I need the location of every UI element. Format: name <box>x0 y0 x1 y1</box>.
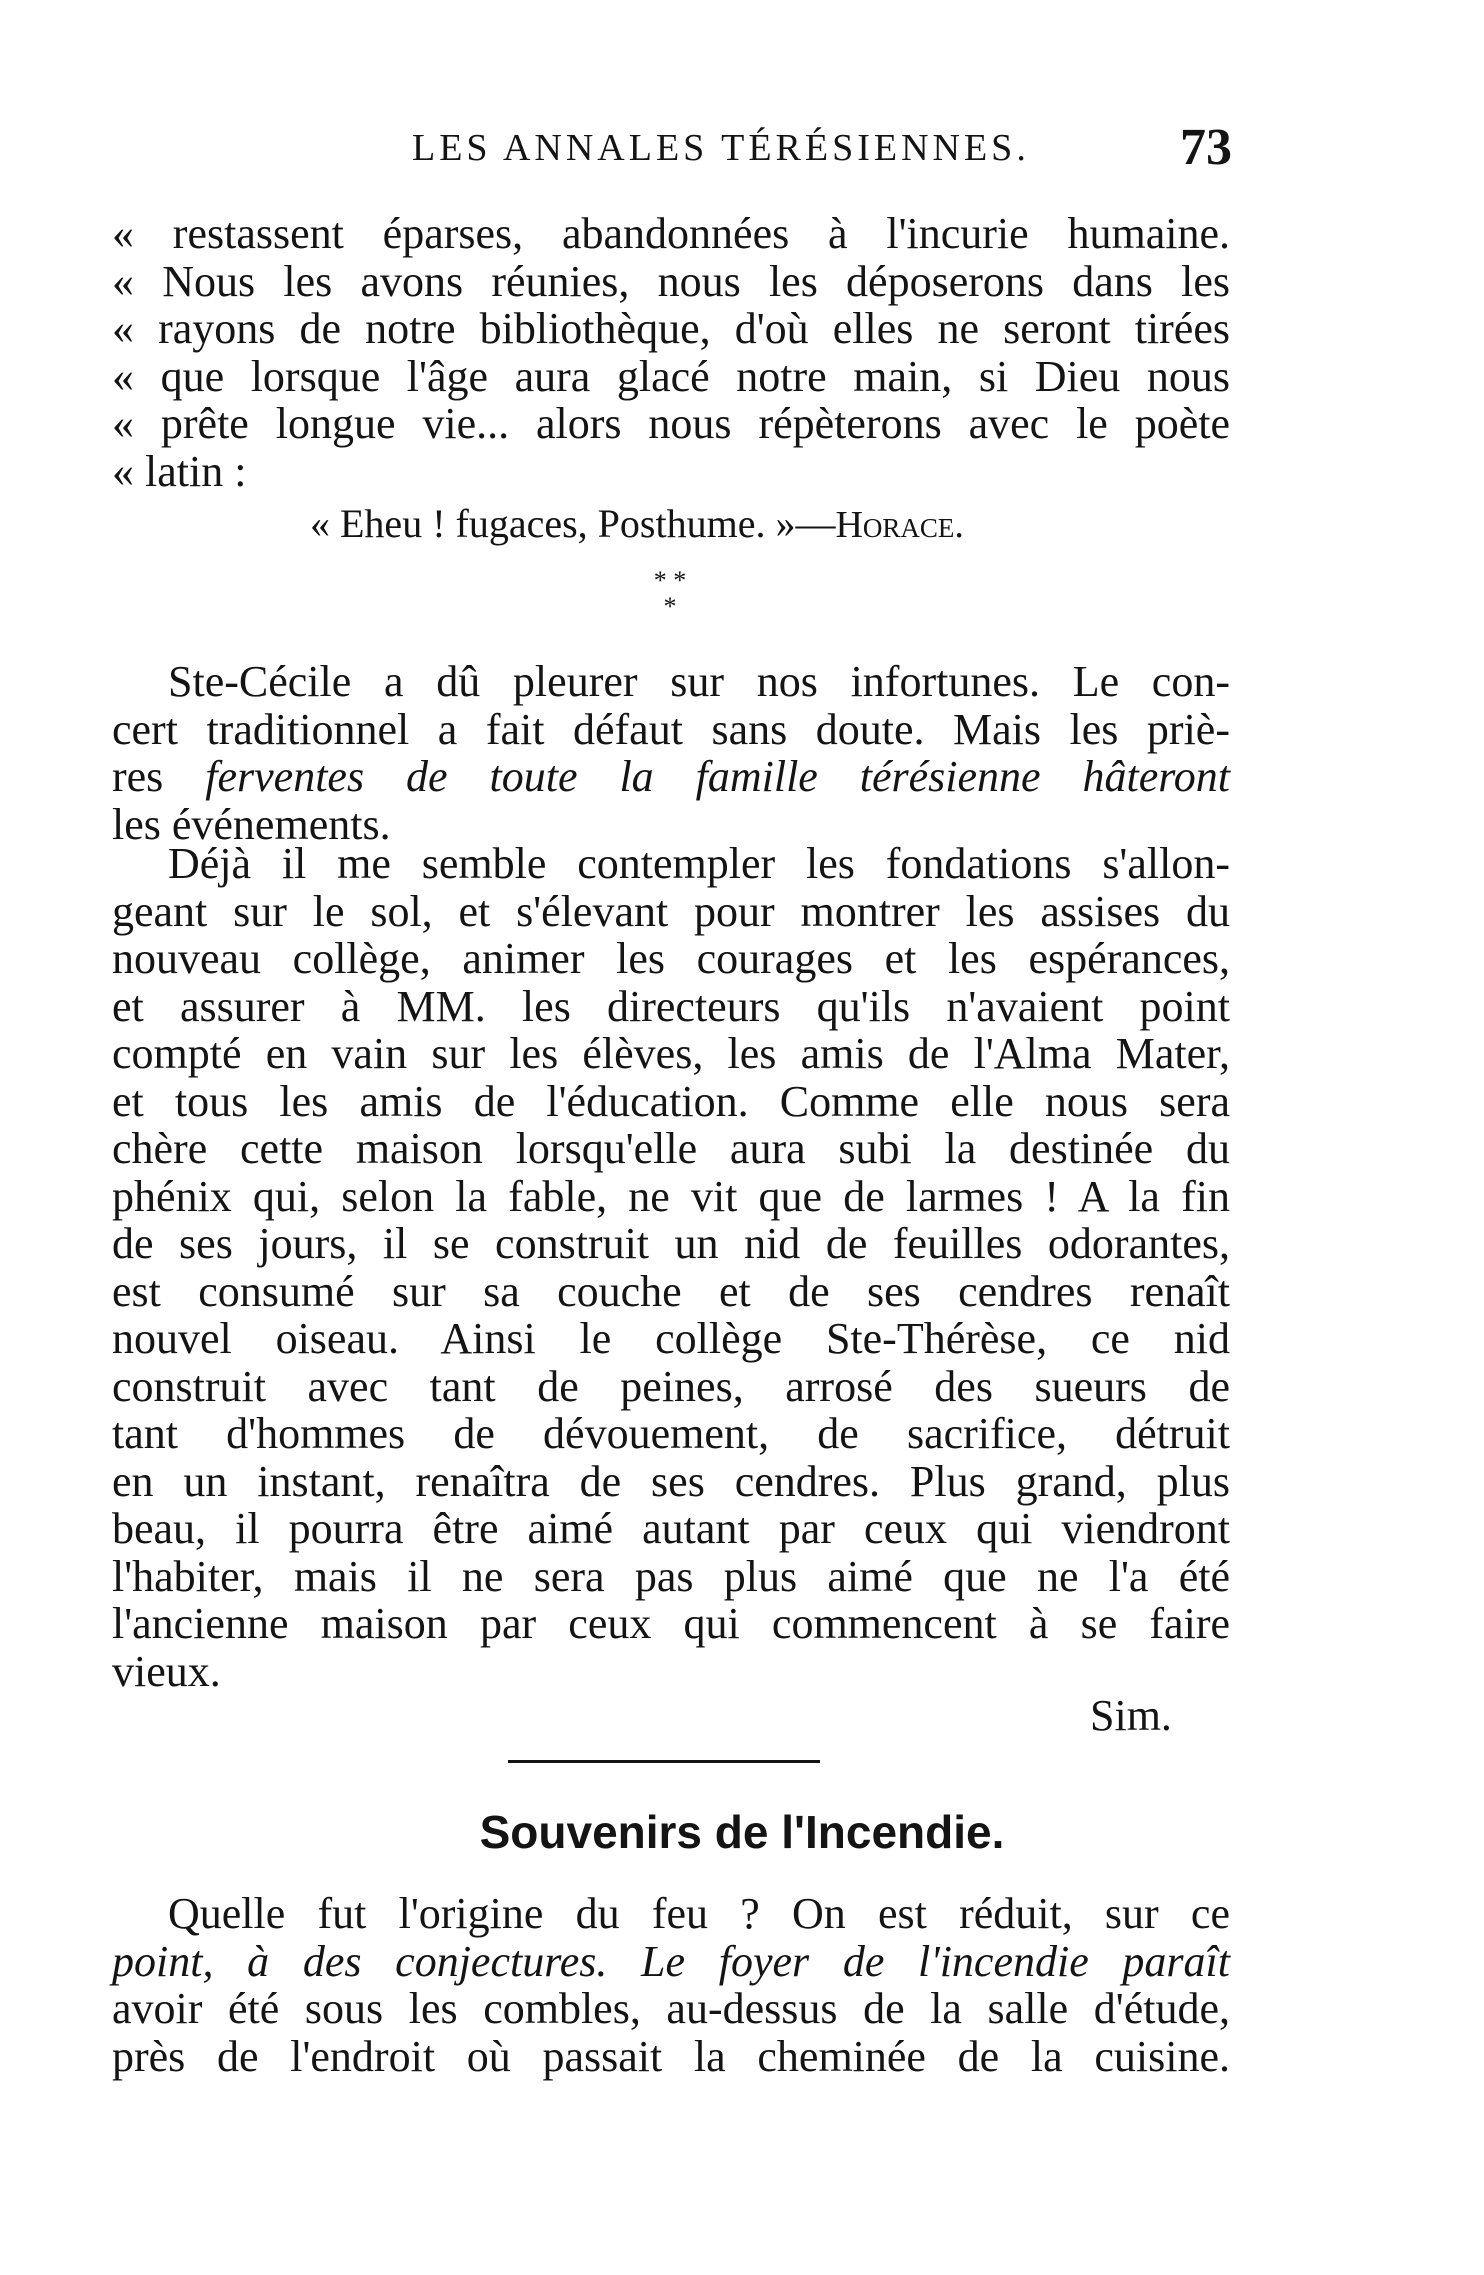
italic-text: point, à des conjectures. Le foyer de l'incendie paraît <box>112 1936 1230 1986</box>
line-text: avoir été sous les combles, au-dessus de la salle d'étude, <box>112 1984 1230 2033</box>
line-text: Quelle fut l'origine du feu ? On est réduit, sur ce <box>168 1889 1230 1938</box>
quotation-block <box>112 210 1230 495</box>
page-header <box>112 118 1232 178</box>
quote-line: « rayons de notre bibliothèque, d'où elles ne seront tirées <box>112 304 1230 353</box>
paragraph-line: nouvel oiseau. Ainsi le collège Ste-Thérèse, ce nid <box>112 1314 1230 1363</box>
line-text: res <box>112 752 206 801</box>
asterism-bottom: * <box>663 592 677 621</box>
section-rule <box>508 1760 820 1763</box>
asterism-top: * * <box>653 566 687 595</box>
paragraph-line: nouveau collège, animer les courages et les espérances, <box>112 934 1230 983</box>
paragraph-line <box>112 753 1230 801</box>
paragraph-line: et assurer à MM. les directeurs qu'ils n'avaient point <box>112 981 1230 1031</box>
paragraph-line: compté en vain sur les élèves, les amis de l'Alma Mater, <box>112 1029 1230 1078</box>
paragraph-line: l'ancienne maison par ceux qui commencent à se faire <box>112 1599 1230 1648</box>
paragraph-line: geant sur le sol, et s'élevant pour montrer les assises du <box>112 886 1230 936</box>
section-title: Souvenirs de l'Incendie. <box>479 1806 1005 1858</box>
author-signature: Sim. <box>1090 1691 1172 1740</box>
paragraph-phenix <box>112 840 1230 1695</box>
italic-text: ferventes de toute la famille térésienne hâteront <box>205 752 1231 801</box>
paragraph-line <box>112 658 1230 706</box>
paragraph-line: Déjà il me semble contempler les fondations s'allon- <box>168 839 1230 888</box>
paragraph-line: tant d'hommes de dévouement, de sacrifice, détruit <box>112 1409 1230 1458</box>
quote-line: « latin : <box>112 446 247 496</box>
paragraph-line: chère cette maison lorsqu'elle aura subi la destinée du <box>112 1124 1230 1173</box>
paragraph-line <box>112 1985 1230 2033</box>
verse-author: Horace. <box>835 504 964 546</box>
paragraph-line: de ses jours, il se construit un nid de feuilles odorantes, <box>112 1219 1230 1268</box>
quote-line: « restassent éparses, abandonnées à l'incurie humaine. <box>112 209 1230 258</box>
quote-line: « prête longue vie... alors nous répèterons avec le poète <box>112 399 1230 448</box>
paragraph-line: est consumé sur sa couche et de ses cendres renaît <box>112 1266 1230 1316</box>
paragraph-line: en un instant, renaîtra de ses cendres. Plus grand, plus <box>112 1456 1230 1506</box>
line-text: près de l'endroit où passait la cheminée de la cuisine. <box>112 2031 1230 2081</box>
paragraph-line: vieux. <box>112 1646 221 1696</box>
paragraph-line: phénix qui, selon la fable, ne vit que de larmes ! A la fin <box>112 1171 1230 1221</box>
paragraph-line <box>112 706 1230 754</box>
paragraph-line: beau, il pourra être aimé autant par ceux qui viendront <box>112 1504 1230 1553</box>
asterism-divider <box>640 568 700 628</box>
paragraph-line: et tous les amis de l'éducation. Comme elle nous sera <box>112 1076 1230 1126</box>
quote-line: « que lorsque l'âge aura glacé notre main, si Dieu nous <box>112 351 1230 401</box>
paragraph-line: construit avec tant de peines, arrosé des sueurs de <box>112 1361 1230 1411</box>
line-text: cert traditionnel a fait défaut sans doute. Mais les priè- <box>112 704 1230 754</box>
paragraph-incendie <box>112 1890 1230 2080</box>
latin-verse <box>310 500 964 547</box>
paragraph-ste-cecile <box>112 658 1230 848</box>
paragraph-line: l'habiter, mais il ne sera pas plus aimé que ne l'a été <box>112 1551 1230 1601</box>
verse-text: « Eheu ! fugaces, Posthume. »— <box>310 501 836 546</box>
running-title: LES ANNALES TÉRÉSIENNES. <box>412 127 1030 169</box>
line-text: les événements. <box>112 799 391 849</box>
paragraph-line <box>112 2033 1230 2081</box>
paragraph-line <box>112 1890 1230 1938</box>
paragraph-line <box>112 1938 1230 1986</box>
page-number: 73 <box>1180 119 1232 176</box>
quote-line: « Nous les avons réunies, nous les déposerons dans les <box>112 256 1230 306</box>
line-text: Ste-Cécile a dû pleurer sur nos infortunes. Le con- <box>168 657 1230 706</box>
